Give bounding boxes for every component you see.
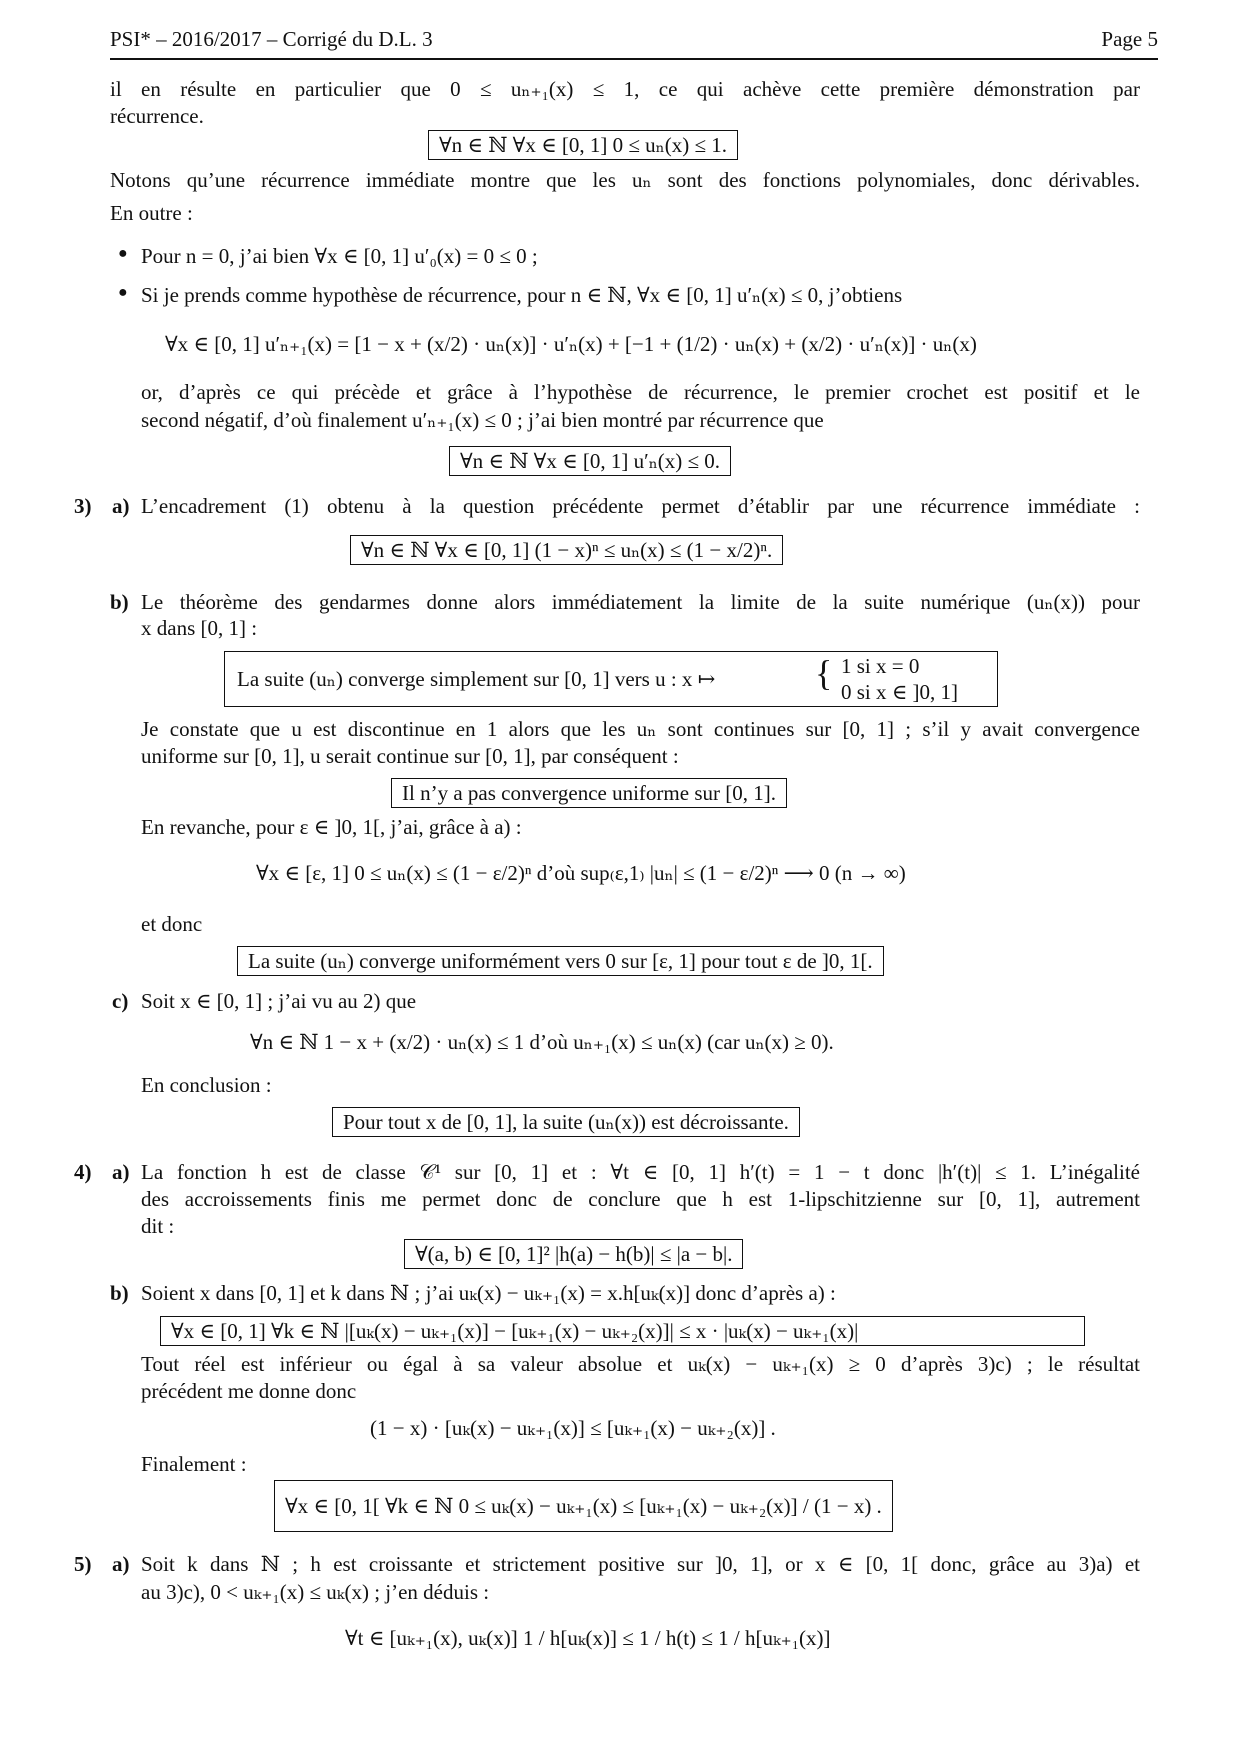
boxed-result: ∀n ∈ ℕ ∀x ∈ [0, 1] (1 − x)ⁿ ≤ uₙ(x) ≤ (1 − x/2)ⁿ.: [350, 535, 783, 565]
text-line: En revanche, pour ε ∈ ]0, 1[, j’ai, grâce à a) :: [141, 815, 522, 839]
text-line: En outre :: [110, 201, 193, 225]
subquestion-label: a): [112, 1552, 130, 1576]
boxed-result: Il n’y a pas convergence uniforme sur [0, 1].: [391, 778, 787, 808]
formula: (1 − x) · [uₖ(x) − uₖ₊₁(x)] ≤ [uₖ₊₁(x) − uₖ₊₂(x)] .: [370, 1416, 776, 1440]
formula: ∀t ∈ [uₖ₊₁(x), uₖ(x)] 1 / h[uₖ(x)] ≤ 1 / h(t) ≤ 1 / h[uₖ₊₁(x)]: [345, 1626, 831, 1650]
text-line: La fonction h est de classe 𝒞¹ sur [0, 1] et : ∀t ∈ [0, 1] h′(t) = 1 − t donc |h′(t)| ≤ 1. L’inégalité: [141, 1160, 1140, 1184]
text-line: au 3)c), 0 < uₖ₊₁(x) ≤ uₖ(x) ; j’en déduis :: [141, 1580, 490, 1604]
boxed-result: ∀n ∈ ℕ ∀x ∈ [0, 1] u′ₙ(x) ≤ 0.: [449, 446, 731, 476]
text-line: x dans [0, 1] :: [141, 616, 258, 640]
text-line: précédent me donne donc: [141, 1379, 357, 1403]
brace: {: [815, 653, 833, 693]
header-title: PSI* – 2016/2017 – Corrigé du D.L. 3: [110, 27, 433, 51]
question-number: 3): [74, 494, 92, 518]
text-line: Pour n = 0, j’ai bien ∀x ∈ [0, 1] u′₀(x) = 0 ≤ 0 ;: [141, 244, 538, 268]
boxed-result: ∀x ∈ [0, 1] ∀k ∈ ℕ |[uₖ(x) − uₖ₊₁(x)] − [uₖ₊₁(x) − uₖ₊₂(x)]| ≤ x · |uₖ(x) − uₖ₊₁(x)|: [160, 1316, 1085, 1346]
boxed-result: Pour tout x de [0, 1], la suite (uₙ(x)) est décroissante.: [332, 1107, 800, 1137]
bullet-icon: ●: [118, 284, 128, 301]
text-line: et donc: [141, 912, 203, 936]
text-line: Soit x ∈ [0, 1] ; j’ai vu au 2) que: [141, 989, 417, 1013]
text-line: Soit k dans ℕ ; h est croissante et strictement positive sur ]0, 1], or x ∈ [0, 1[ donc, grâce au 3)a) et: [141, 1552, 1140, 1576]
boxed-result: ∀n ∈ ℕ ∀x ∈ [0, 1] 0 ≤ uₙ(x) ≤ 1.: [428, 130, 738, 160]
text-line: dit :: [141, 1214, 175, 1238]
formula: ∀n ∈ ℕ 1 − x + (x/2) · uₙ(x) ≤ 1 d’où uₙ₊₁(x) ≤ uₙ(x) (car uₙ(x) ≥ 0).: [250, 1030, 834, 1054]
text-line: Soient x dans [0, 1] et k dans ℕ ; j’ai uₖ(x) − uₖ₊₁(x) = x.h[uₖ(x)] donc d’après a) :: [141, 1281, 836, 1305]
boxed-result: La suite (uₙ) converge uniformément vers 0 sur [ε, 1] pour tout ε de ]0, 1[.: [237, 946, 884, 976]
text-line: Je constate que u est discontinue en 1 alors que les uₙ sont continues sur [0, 1] ; s’il y avait convergence: [141, 717, 1140, 741]
question-number: 5): [74, 1552, 92, 1576]
subquestion-label: a): [112, 1160, 130, 1184]
text-line: or, d’après ce qui précède et grâce à l’hypothèse de récurrence, le premier crochet est positif et le: [141, 380, 1140, 404]
bullet-icon: ●: [118, 245, 128, 262]
text-line: des accroissements finis me permet donc de conclure que h est 1-lipschitzienne sur [0, 1], autrement: [141, 1187, 1140, 1211]
formula: ∀x ∈ [ε, 1] 0 ≤ uₙ(x) ≤ (1 − ε/2)ⁿ d’où sup₍ε,1₎ |uₙ| ≤ (1 − ε/2)ⁿ ⟶ 0 (n → ∞): [256, 861, 906, 885]
text-line: uniforme sur [0, 1], u serait continue sur [0, 1], par conséquent :: [141, 744, 679, 768]
text-line: Finalement :: [141, 1452, 247, 1476]
text-line: Si je prends comme hypothèse de récurrence, pour n ∈ ℕ, ∀x ∈ [0, 1] u′ₙ(x) ≤ 0, j’obtiens: [141, 283, 903, 307]
text-line: Le théorème des gendarmes donne alors immédiatement la limite de la suite numérique (uₙ(x)) pour: [141, 590, 1140, 614]
case-line: 0 si x ∈ ]0, 1]: [841, 680, 959, 704]
subquestion-label: a): [112, 494, 130, 518]
subquestion-label: b): [110, 1281, 129, 1305]
formula: ∀x ∈ [0, 1] u′ₙ₊₁(x) = [1 − x + (x/2) · uₙ(x)] · u′ₙ(x) + [−1 + (1/2) · uₙ(x) + (x/2) · u′ₙ(x)] · uₙ(x): [165, 332, 977, 356]
boxed-result: [224, 651, 998, 707]
box-text: La suite (uₙ) converge simplement sur [0, 1] vers u : x ↦: [237, 667, 716, 691]
question-number: 4): [74, 1160, 92, 1184]
text-line: Notons qu’une récurrence immédiate montre que les uₙ sont des fonctions polynomiales, donc dérivables.: [110, 168, 1140, 192]
text-line: il en résulte en particulier que 0 ≤ uₙ₊₁(x) ≤ 1, ce qui achève cette première démonstration par: [110, 77, 1140, 101]
text-line: récurrence.: [110, 104, 204, 128]
subquestion-label: c): [112, 989, 129, 1013]
page-number: Page 5: [1101, 27, 1158, 51]
boxed-result: ∀x ∈ [0, 1[ ∀k ∈ ℕ 0 ≤ uₖ(x) − uₖ₊₁(x) ≤ [uₖ₊₁(x) − uₖ₊₂(x)] / (1 − x) .: [274, 1480, 893, 1532]
text-line: Tout réel est inférieur ou égal à sa valeur absolue et uₖ(x) − uₖ₊₁(x) ≥ 0 d’après 3)c) ; le résultat: [141, 1352, 1140, 1376]
subquestion-label: b): [110, 590, 129, 614]
case-line: 1 si x = 0: [841, 654, 920, 678]
text-line: L’encadrement (1) obtenu à la question précédente permet d’établir par une récurrence immédiate :: [141, 494, 1140, 518]
text-line: En conclusion :: [141, 1073, 272, 1097]
header-rule: [110, 58, 1158, 60]
text-line: second négatif, d’où finalement u′ₙ₊₁(x) ≤ 0 ; j’ai bien montré par récurrence que: [141, 408, 824, 432]
boxed-result: ∀(a, b) ∈ [0, 1]² |h(a) − h(b)| ≤ |a − b|.: [404, 1239, 743, 1269]
